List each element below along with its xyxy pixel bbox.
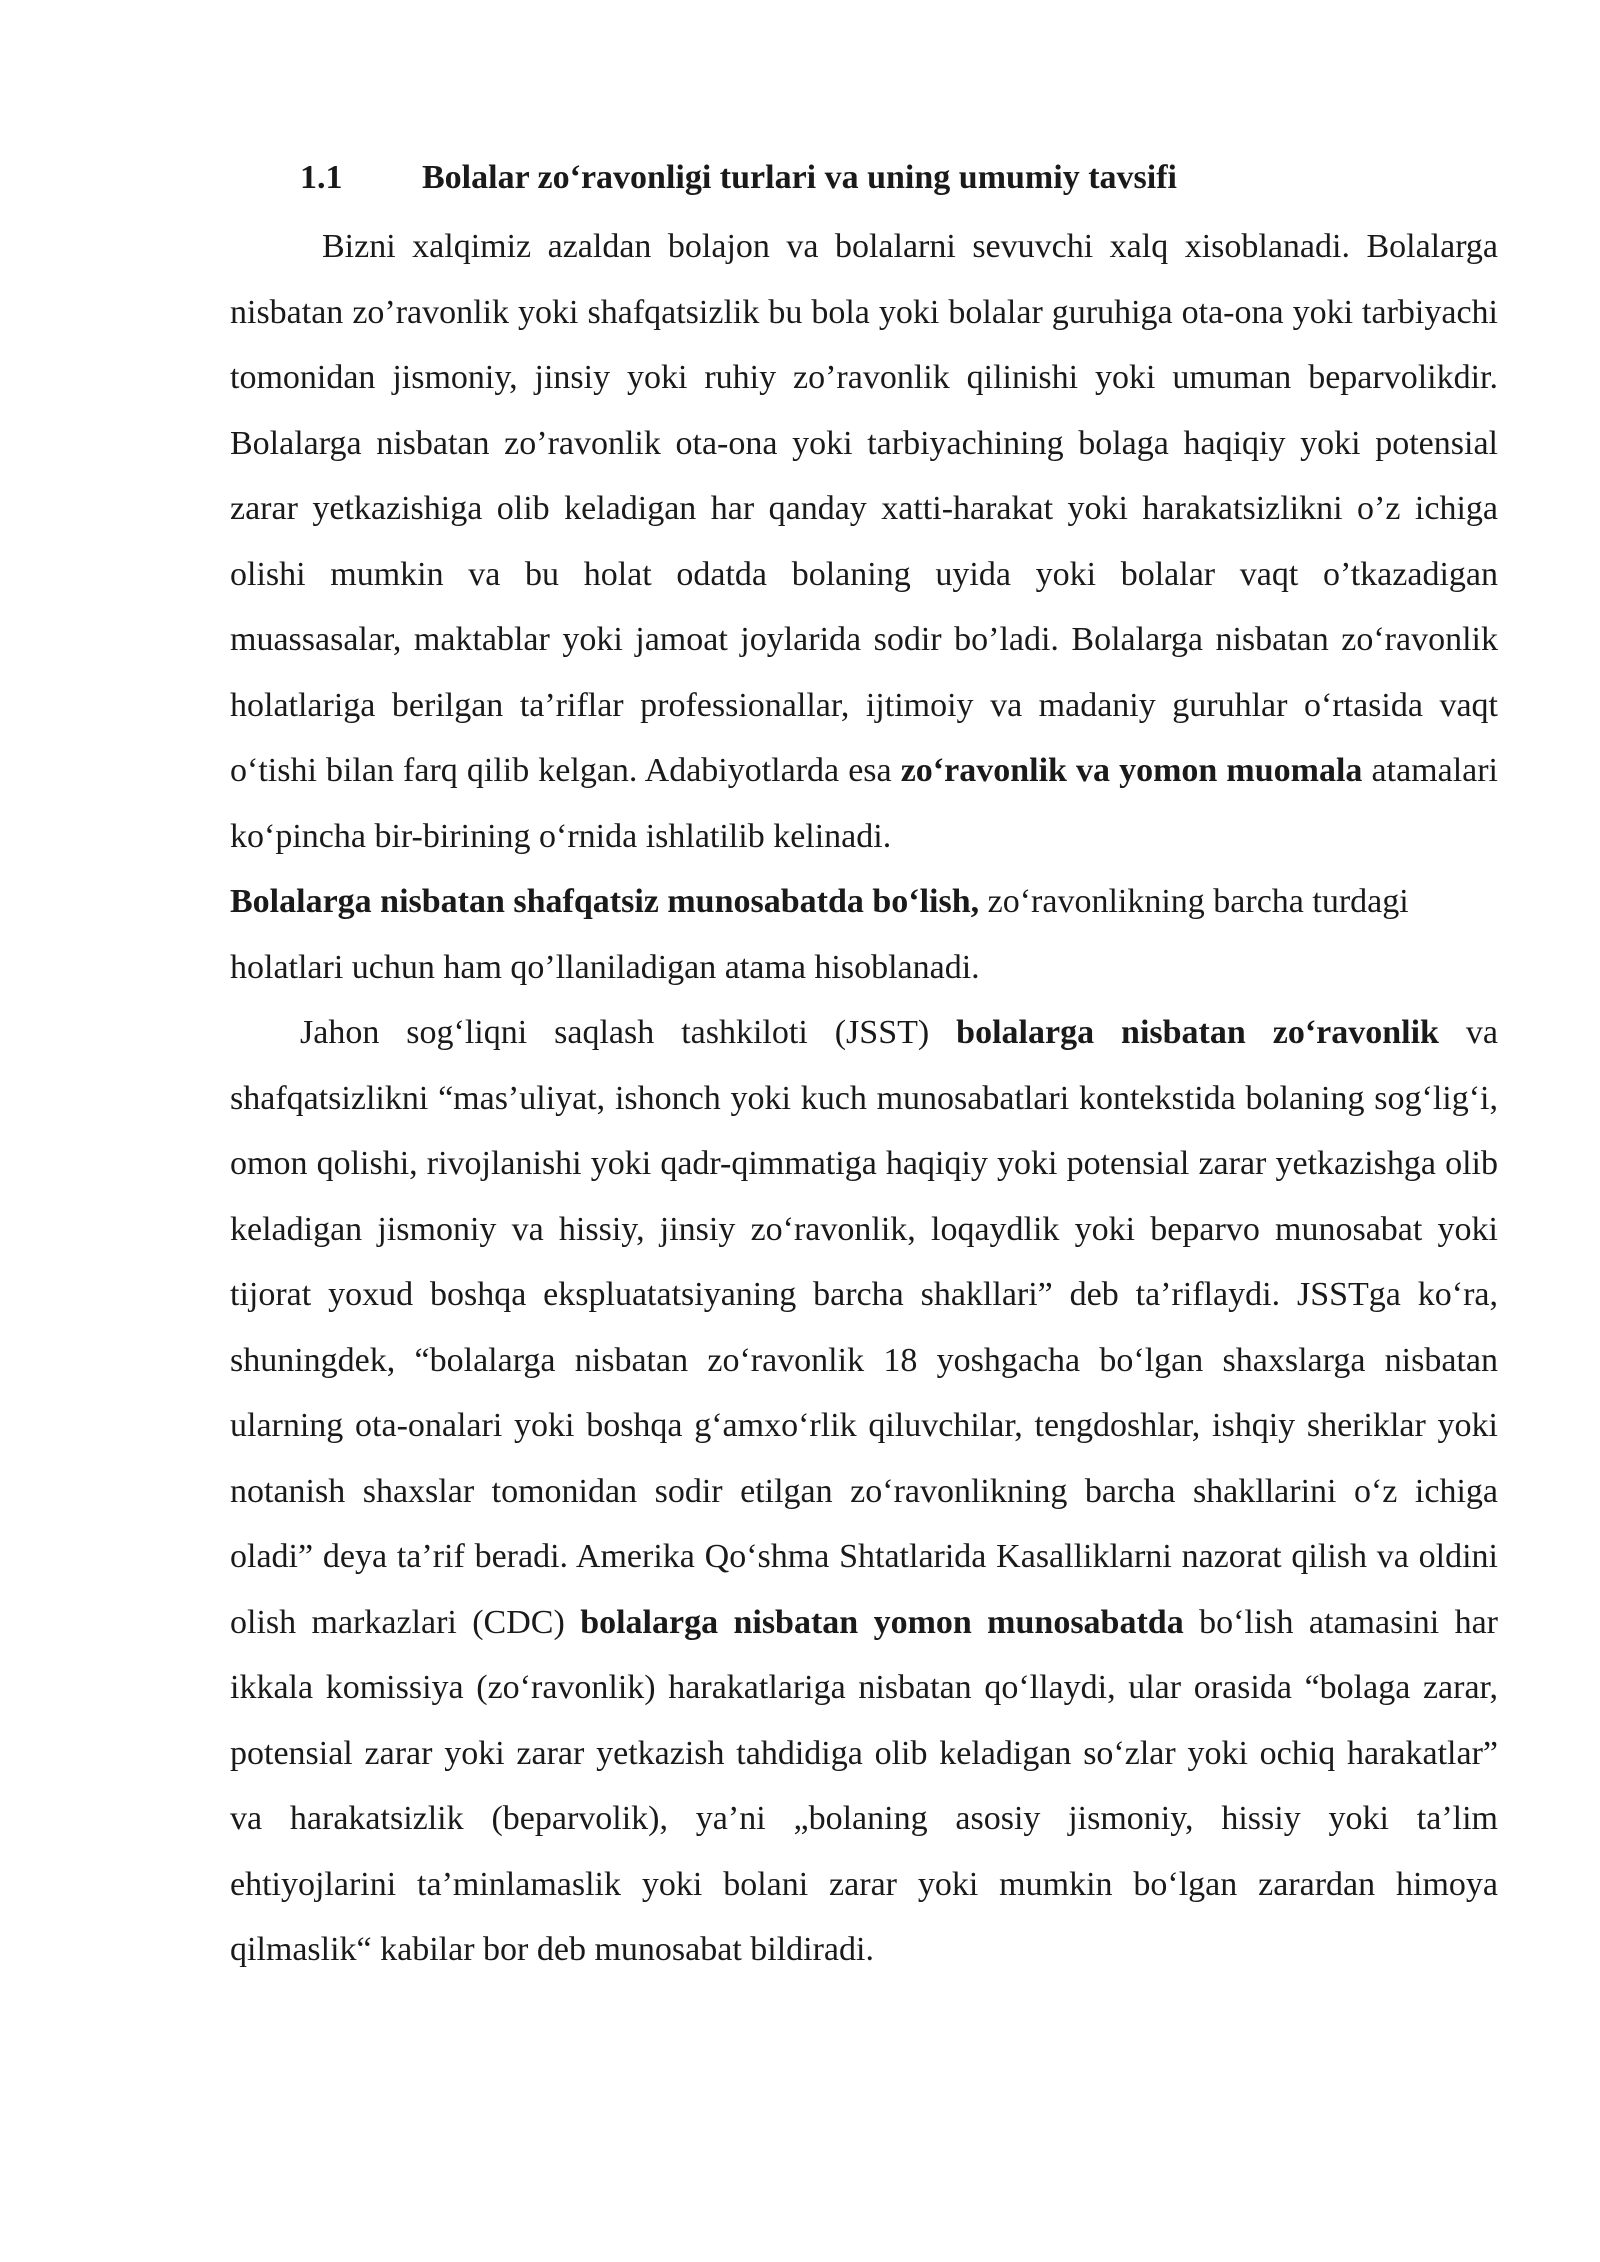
section-heading: [300, 148, 1498, 208]
section-title: Bolalar zo‘ravonligi turlari va uning umumiy tavsifi: [422, 159, 1177, 196]
paragraph-text: bo‘lish atamasini har ikkala komissiya (zo‘ravonlik) harakatlariga nisbatan qo‘llaydi, ular orasida “bolaga zarar, potensial zarar yoki zarar yetkazish tahdidiga olib keladigan so‘zlar yoki ochiq harakatlar” va harakatsizlik (beparvolik), ya’ni „bolaning asosiy jismoniy, hissiy yoki ta’lim ehtiyojlarini ta’minlamaslik yoki bolani zarar yoki mumkin bo‘lgan zarardan himoya qilmaslik“ kabilar bor deb munosabat bildiradi.: [230, 1603, 1499, 1968]
paragraph-intro-b: [230, 869, 1498, 1000]
bold-term: bolalarga nisbatan yomon munosabatda: [580, 1603, 1184, 1641]
paragraph-text: atamalari ko‘pincha bir-birining o‘rnida ishlatilib kelinadi.: [230, 752, 1499, 855]
paragraph-text: va shafqatsizlikni “mas’uliyat, ishonch yoki kuch munosabatlari kontekstida bolaning sog‘lig‘i, omon qolishi, rivojlanishi yoki qadr-qimmatiga haqiqiy yoki potensial zarar yetkazishga olib keladigan jismoniy va hissiy, jinsiy zo‘ravonlik, loqaydlik yoki beparvo munosabat yoki tijorat yoxud boshqa ekspluatatsiyaning barcha shakllari” deb ta’riflaydi. JSSTga ko‘ra, shuningdek, “bolalarga nisbatan zo‘ravonlik 18 yoshgacha bo‘lgan shaxslarga nisbatan ularning ota-onalari yoki boshqa g‘amxo‘rlik qiluvchilar, tengdoshlar, ishqiy sheriklar yoki notanish shaxslar tomonidan sodir etilgan zo‘ravonlikning barcha shakllarini o‘z ichiga oladi” deya ta’rif beradi. Amerika Qo‘shma Shtatlarida Kasalliklarni nazorat qilish va oldini olish markazlari (CDC): [230, 1014, 1499, 1641]
paragraph-text: zo‘ravonlikning barcha turdagi holatlari uchun ham qo’llaniladigan atama hisoblanadi.: [230, 883, 1409, 986]
paragraph-intro-a: [230, 214, 1498, 869]
section-number: 1.1: [300, 159, 343, 196]
bold-term: bolalarga nisbatan zo‘ravonlik: [956, 1014, 1439, 1051]
bold-term: Bolalarga nisbatan shafqatsiz munosabatda bo‘lish,: [230, 883, 980, 920]
paragraph-who-definition: [230, 1000, 1498, 1983]
bold-term: zo‘ravonlik va yomon muomala: [900, 752, 1363, 789]
paragraph-text: Jahon sog‘liqni saqlash tashkiloti (JSST): [300, 1014, 930, 1051]
paragraph-text: Bizni xalqimiz azaldan bolajon va bolalarni sevuvchi xalq xisoblanadi. Bolalarga nisbatan zo’ravonlik yoki shafqatsizlik bu bola yoki bolalar guruhiga ota-ona yoki tarbiyachi tomonidan jismoniy, jinsiy yoki ruhiy zo’ravonlik qilinishi yoki umuman beparvolikdir. Bolalarga nisbatan zo’ravonlik ota-ona yoki tarbiyachining bolaga haqiqiy yoki potensial zarar yetkazishiga olib keladigan har qanday xatti-harakat yoki harakatsizlikni o’z ichiga olishi mumkin va bu holat odatda bolaning uyida yoki bolalar vaqt o’tkazadigan muassasalar, maktablar yoki jamoat joylarida sodir bo’ladi. Bolalarga nisbatan zo‘ravonlik holatlariga berilgan ta’riflar professionallar, ijtimoiy va madaniy guruhlar o‘rtasida vaqt o‘tishi bilan farq qilib kelgan. Adabiyotlarda esa: [230, 228, 1498, 789]
document-page: [230, 148, 1498, 1983]
